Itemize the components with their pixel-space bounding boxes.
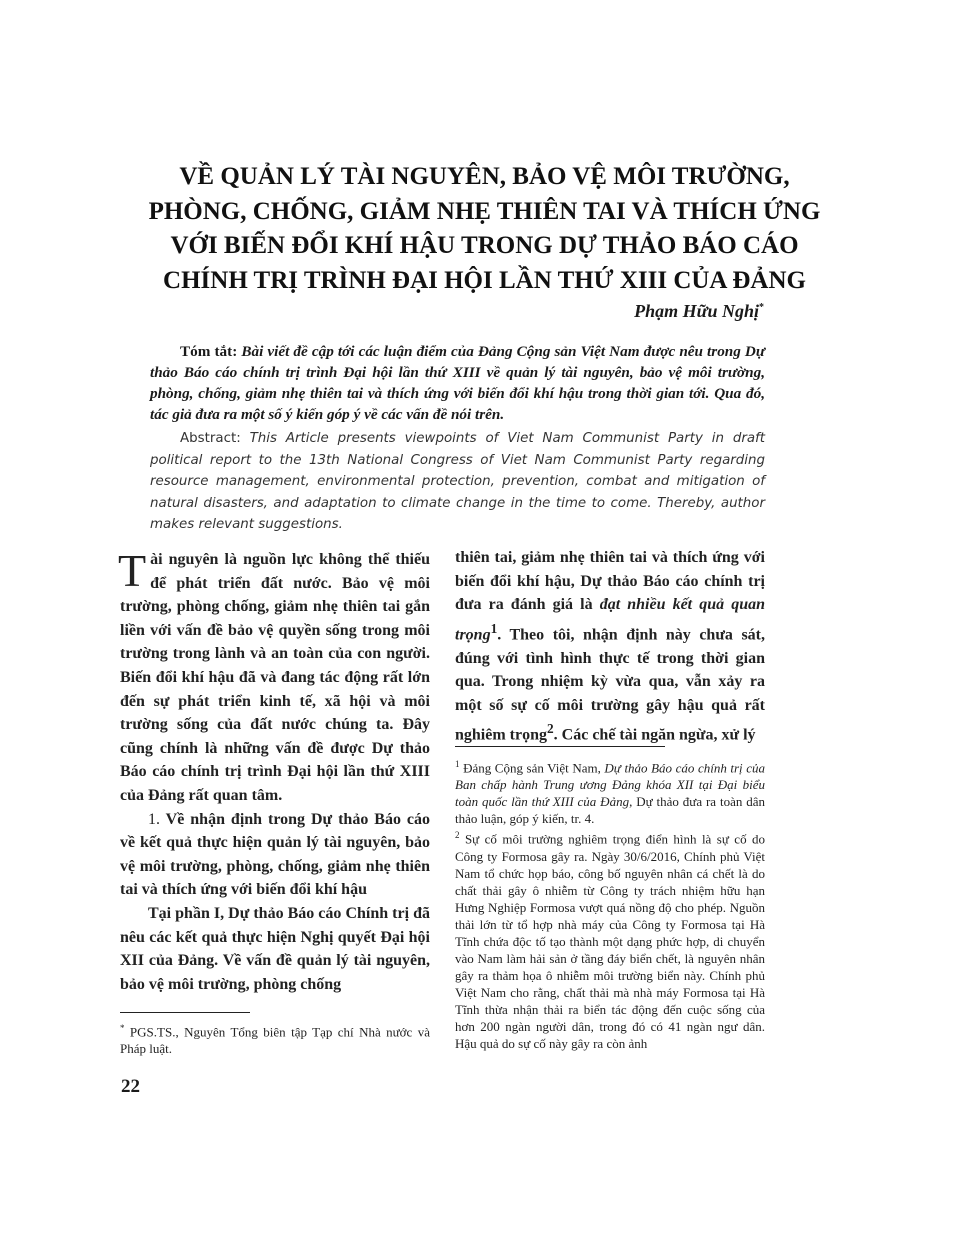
title-line: VỀ QUẢN LÝ TÀI NGUYÊN, BẢO VỆ MÔI TRƯỜNG,	[179, 163, 790, 190]
drop-cap: T	[118, 545, 147, 596]
title-line: CHÍNH TRỊ TRÌNH ĐẠI HỘI LẦN THỨ XIII CỦA ĐẢNG	[163, 266, 806, 294]
footnote-ref-2: 2	[547, 721, 554, 737]
author-footnote-mark: *	[759, 302, 764, 313]
footnote-1-mark: 1	[455, 759, 460, 769]
footnote-ref-1: 1	[490, 620, 498, 636]
footnote-divider-right	[455, 746, 665, 747]
heading-text: Về nhận định trong Dự thảo Báo cáo về kết quả thực hiện quản lý tài nguyên, bảo vệ môi trường, phòng, chống, giảm nhẹ thiên tai và thích ứng với biến đổi khí hậu	[120, 810, 431, 899]
section-heading-1	[120, 808, 430, 902]
quoted-assessment: đạt nhiều kết quả quan trọng	[455, 596, 766, 644]
footnote-1-title: Dự thảo Báo cáo chính trị của Ban chấp hành Trung ương Đảng khóa XII tại Đại biểu toàn quốc lần thứ XIII của Đảng	[455, 760, 765, 810]
page-number: 22	[121, 1076, 140, 1097]
body-column-right	[455, 546, 765, 747]
footnote-author	[120, 1020, 430, 1057]
heading-number: 1.	[148, 810, 160, 828]
author-affiliation: PGS.TS., Nguyên Tổng biên tập Tạp chí Nhà nước và Pháp luật.	[120, 1024, 431, 1057]
abstract-vietnamese	[150, 341, 765, 425]
abstract-en-label: Abstract:	[180, 431, 241, 446]
right-text-1: thiên tai, giảm nhẹ thiên tai và thích ứng với biến đổi khí hậu, Dự thảo Báo cáo chính trị đưa ra đánh giá là	[455, 549, 765, 614]
article-title	[110, 160, 859, 298]
abstract-vi-text: Bài viết đề cập tới các luận điểm của Đảng Cộng sản Việt Nam được nêu trong Dự thảo Báo cáo chính trị trình Đại hội lần thứ XIII về quản lý tài nguyên, bảo vệ môi trường, phòng, chống, giảm nhẹ thiên tai và thích ứng với biến đổi khí hậu trong thời gian tới. Qua đó, tác giả đưa ra một số ý kiến góp ý về các vấn đề nói trên.	[150, 343, 765, 423]
abstract-english	[150, 428, 765, 536]
author-footnote-symbol: *	[120, 1023, 125, 1033]
abstract-vi-label: Tóm tắt:	[180, 343, 238, 360]
intro-paragraph	[118, 545, 430, 808]
footnote-1	[455, 756, 765, 827]
body-paragraph: Tại phần I, Dự thảo Báo cáo Chính trị đã nêu các kết quả thực hiện Nghị quyết Đại hội XII của Đảng. Về vấn đề quản lý tài nguyên, bảo vệ môi trường, phòng chống	[120, 904, 430, 993]
footnote-1-text-b: , Dự thảo đưa ra toàn dân thảo luận, góp ý kiến, tr. 4.	[455, 794, 765, 827]
right-text-2: . Theo tôi, nhận định này chưa sát, đúng với tình hình thực tế trong thời gian qua. Trong nhiệm kỳ vừa qua, vẫn xảy ra một số sự cố môi trường gây hậu quả rất nghiêm trọng	[455, 626, 765, 744]
body-column-left	[118, 545, 431, 996]
footnote-1-text-a: Đảng Cộng sản Việt Nam,	[463, 760, 601, 776]
author-name	[634, 301, 764, 322]
intro-text: ài nguyên là nguồn lực không thể thiếu để phát triển đất nước. Bảo vệ môi trường, phòng chống, giảm nhẹ thiên tai gắn liền với vấn đề bảo vệ quyền sống trong môi trường trong lành và an toàn của con người. Biến đổi khí hậu đã và đang tác động rất lớn đến sự phát triển kinh tế, xã hội và môi trường sống của đất nước chúng ta. Đây cũng chính là những vấn đề được Dự thảo Báo cáo chính trị trình Đại hội lần thứ XIII của Đảng rất quan tâm.	[120, 551, 430, 804]
body-paragraph-right	[455, 546, 765, 747]
footnote-2	[455, 827, 765, 1051]
footnote-divider-left	[120, 1012, 250, 1013]
footnote-2-text: Sự cố môi trường nghiêm trọng điển hình là sự cố do Công ty Formosa gây ra. Ngày 30/6/2016, Chính phủ Việt Nam tổ chức họp báo, công bố nguyên nhân cá chết là do chất thải gây ô nhiễm từ Công ty trách nhiệm hữu hạn Hưng Nghiệp Formosa vượt quá nồng độ cho phép. Nguồn thải lớn từ tổ hợp nhà máy của Công ty Formosa tại Hà Tĩnh chứa độc tố tạo thành một dạng phức hợp, di chuyển vào Nam làm hải sản ở tầng đáy biển chết, là nguyên nhân gây ra thảm họa ô nhiễm môi trường biển này. Chính phủ Việt Nam cho rằng, chất thải mà nhà máy Formosa tại Hà Tĩnh thừa nhận thải ra biển tác động đến cuộc sống của hơn 200 ngàn người dân, trong đó có 41 ngàn ngư dân. Hậu quả do sự cố này gây ra còn ảnh	[455, 831, 765, 1051]
abstract-en-text: This Article presents viewpoints of Viet Nam Communist Party in draft political report to the 13th National Congress of Viet Nam Communist Party regarding resource management, environmental protection, prevention, combat and mitigation of natural disasters, and adaptation to climate change in the time to come. Thereby, author makes relevant suggestions.	[150, 431, 765, 533]
right-text-3: . Các chế tài ngăn ngừa, xử lý	[553, 726, 756, 744]
footnote-2-mark: 2	[455, 830, 460, 841]
author-text: Phạm Hữu Nghị	[634, 301, 759, 321]
title-line: VỚI BIẾN ĐỔI KHÍ HẬU TRONG DỰ THẢO BÁO CÁO	[170, 232, 799, 259]
footnotes-right	[455, 756, 765, 1052]
title-line: PHÒNG, CHỐNG, GIẢM NHẸ THIÊN TAI VÀ THÍCH ỨNG	[148, 197, 821, 225]
